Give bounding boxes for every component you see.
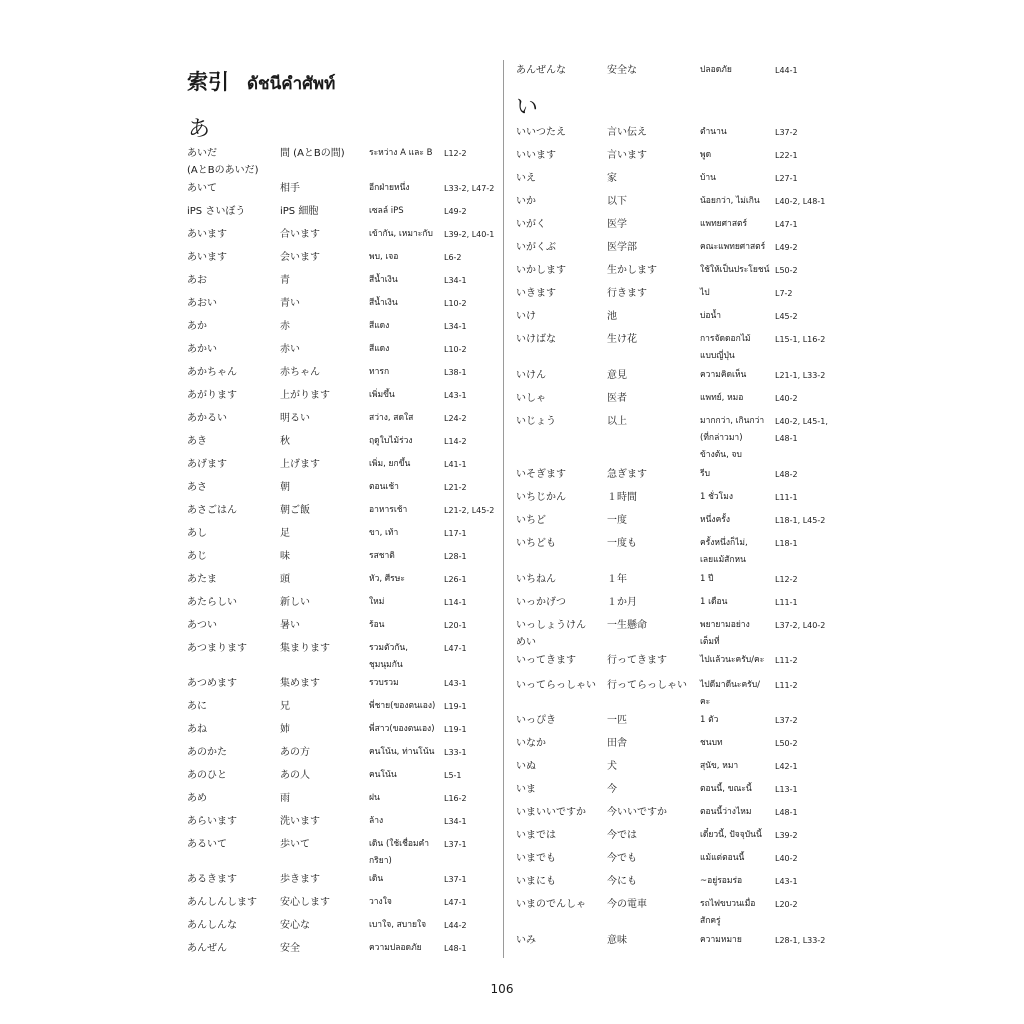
entry-thai: พยายามอย่าง xyxy=(700,620,750,630)
entry-thai: ร้อน xyxy=(369,620,385,630)
entry-thai-cont: ชุมนุมกัน xyxy=(369,660,403,670)
entry-kanji: 言い伝え xyxy=(607,127,647,138)
entry-lesson: L5-1 xyxy=(444,771,462,780)
entry-lesson: L28-1, L33-2 xyxy=(775,936,826,945)
entry-kana: あかるい xyxy=(187,413,227,424)
entry-thai: ระหว่าง A และ B xyxy=(369,148,433,158)
entry-kana: あるきます xyxy=(187,874,237,885)
entry-lesson: L19-1 xyxy=(444,702,467,711)
entry-kana: あお xyxy=(187,275,207,286)
entry-kana: いまにも xyxy=(516,876,556,887)
entry-kana: あるいて xyxy=(187,839,227,850)
entry-lesson: L44-2 xyxy=(444,921,467,930)
entry-thai: สุนัข, หมา xyxy=(700,761,739,771)
entry-lesson: L24-2 xyxy=(444,414,467,423)
entry-lesson: L14-1 xyxy=(444,598,467,607)
entry-kanji: 行ってらっしゃい xyxy=(607,680,687,691)
entry-kana: いじょう xyxy=(516,416,556,427)
entry-kanji: 青い xyxy=(280,298,300,309)
entry-thai: หัว, ศีรษะ xyxy=(369,574,405,584)
entry-kana: あめ xyxy=(187,793,207,804)
entry-kanji: 言います xyxy=(607,150,647,161)
entry-kanji: 歩いて xyxy=(280,839,310,850)
entry-kana: あつめます xyxy=(187,678,237,689)
entry-kanji: 上がります xyxy=(280,390,330,401)
entry-kana: いっしょうけん xyxy=(516,620,586,631)
entry-lesson: L43-1 xyxy=(775,877,798,886)
entry-lesson: L47-1 xyxy=(444,898,467,907)
entry-lesson: L21-2 xyxy=(444,483,467,492)
entry-thai: ใช้ให้เป็นประโยชน์ xyxy=(700,265,770,275)
entry-kana: いがくぶ xyxy=(516,242,556,253)
title-japanese: 索引 xyxy=(187,70,229,94)
column-divider xyxy=(503,60,504,958)
entry-thai: รสชาติ xyxy=(369,551,395,561)
entry-thai: พบ, เจอ xyxy=(369,252,399,262)
entry-kana: あいて xyxy=(187,183,217,194)
entry-thai: แพทย์, หมอ xyxy=(700,393,744,403)
entry-kanji: 秋 xyxy=(280,436,290,447)
entry-thai: เซลล์ iPS xyxy=(369,206,404,216)
entry-lesson: L40-2 xyxy=(775,854,798,863)
entry-kana: いいます xyxy=(516,150,556,161)
entry-thai-cont: เลยแม้สักหน xyxy=(700,555,746,565)
entry-thai: เดิน xyxy=(369,874,384,884)
entry-kanji: 一度も xyxy=(607,538,637,549)
entry-kana: あかちゃん xyxy=(187,367,237,378)
page-number: 106 xyxy=(490,982,514,996)
entry-kana: いま xyxy=(516,784,536,795)
entry-thai-cont: แบบญี่ปุ่น xyxy=(700,351,735,361)
entry-lesson: L47-1 xyxy=(775,220,798,229)
entry-thai: 1 ชั่วโมง xyxy=(700,492,733,502)
entry-kana: あたらしい xyxy=(187,597,237,608)
entry-thai: แพทยศาสตร์ xyxy=(700,219,748,229)
entry-thai: 1 ปี xyxy=(700,574,714,584)
entry-kana: いかします xyxy=(516,265,566,276)
entry-thai: สว่าง, สดใส xyxy=(369,413,414,423)
entry-kanji: 一生懸命 xyxy=(607,620,647,631)
entry-lesson: L39-2, L40-1 xyxy=(444,230,495,239)
entry-kana: あのかた xyxy=(187,747,227,758)
entry-kana: あき xyxy=(187,436,207,447)
entry-lesson: L11-1 xyxy=(775,493,798,502)
entry-thai-cont: คะ xyxy=(700,697,711,707)
entry-thai: ความคิดเห็น xyxy=(700,370,747,380)
entry-kanji: 一匹 xyxy=(607,715,627,726)
entry-kana: いしゃ xyxy=(516,393,546,404)
entry-kanji: 暑い xyxy=(280,620,300,631)
entry-kanji: 今の電車 xyxy=(607,899,647,910)
entry-thai: คณะแพทยศาสตร์ xyxy=(700,242,766,252)
entry-thai: คนโน้น, ท่านโน้น xyxy=(369,747,435,757)
entry-lesson: L34-1 xyxy=(444,276,467,285)
entry-kanji: 医者 xyxy=(607,393,627,404)
entry-kanji: 以上 xyxy=(607,416,627,427)
entry-thai: เบาใจ, สบายใจ xyxy=(369,920,427,930)
entry-kana: いけばな xyxy=(516,334,556,345)
entry-thai: 1 เดือน xyxy=(700,597,728,607)
entry-kanji: 青 xyxy=(280,275,290,286)
entry-thai: อาหารเช้า xyxy=(369,505,408,515)
entry-kanji: 安心します xyxy=(280,897,330,908)
entry-thai: สีน้ำเงิน xyxy=(369,298,398,308)
entry-thai: รีบ xyxy=(700,469,710,479)
entry-thai: เข้ากัน, เหมาะกับ xyxy=(369,229,433,239)
entry-kanji: 今でも xyxy=(607,853,637,864)
entry-kanji: 今いいですか xyxy=(607,807,667,818)
entry-thai: ฤดูใบไม้ร่วง xyxy=(369,436,413,446)
entry-lesson: L41-1 xyxy=(444,460,467,469)
entry-kana: いえ xyxy=(516,173,536,184)
entry-lesson-cont: L48-1 xyxy=(775,434,798,443)
entry-kanji: 今 xyxy=(607,784,617,795)
entry-kanji: 意味 xyxy=(607,935,627,946)
entry-thai: ตอนเช้า xyxy=(369,482,399,492)
entry-thai: ความปลอดภัย xyxy=(369,943,422,953)
entry-kana: いってらっしゃい xyxy=(516,680,596,691)
entry-thai: พี่สาว(ของตนเอง) xyxy=(369,724,435,734)
entry-lesson: L27-1 xyxy=(775,174,798,183)
entry-kanji: １時間 xyxy=(607,492,637,503)
entry-kana: あかい xyxy=(187,344,217,355)
entry-thai: แม้แต่ตอนนี้ xyxy=(700,853,745,863)
entry-kanji: あの人 xyxy=(280,770,310,781)
entry-lesson: L37-2 xyxy=(775,716,798,725)
entry-kanji: 歩きます xyxy=(280,874,320,885)
entry-thai: ความหมาย xyxy=(700,935,742,945)
entry-kanji: 安全な xyxy=(607,65,637,76)
entry-kanji: 田舎 xyxy=(607,738,627,749)
entry-lesson: L43-1 xyxy=(444,679,467,688)
entry-lesson: L11-1 xyxy=(775,598,798,607)
entry-thai: ใหม่ xyxy=(369,597,385,607)
entry-thai-cont: เต็มที่ xyxy=(700,637,720,647)
entry-kana: いそぎます xyxy=(516,469,566,480)
entry-thai: ฝน xyxy=(369,793,380,803)
entry-thai: ตำนาน xyxy=(700,127,727,137)
entry-lesson: L43-1 xyxy=(444,391,467,400)
entry-kanji: 新しい xyxy=(280,597,310,608)
entry-lesson: L21-1, L33-2 xyxy=(775,371,826,380)
entry-thai-cont: ข้างต้น, จบ xyxy=(700,450,742,460)
entry-thai: ~อยู่รอมร่อ xyxy=(700,876,743,886)
entry-lesson: L33-2, L47-2 xyxy=(444,184,495,193)
entry-lesson: L11-2 xyxy=(775,656,798,665)
entry-thai: ล้าง xyxy=(369,816,384,826)
entry-thai: คนโน้น xyxy=(369,770,397,780)
entry-thai: ไปแล้วนะครับ/คะ xyxy=(700,655,765,665)
entry-thai: ปลอดภัย xyxy=(700,65,732,75)
entry-kana: いみ xyxy=(516,935,536,946)
entry-kana: iPS さいぼう xyxy=(187,206,246,217)
entry-thai-cont: (ที่กล่าวมา) xyxy=(700,433,743,443)
entry-lesson: L48-2 xyxy=(775,470,798,479)
entry-lesson: L42-1 xyxy=(775,762,798,771)
entry-kanji: 集めます xyxy=(280,678,320,689)
entry-thai: พี่ชาย(ของตนเอง) xyxy=(369,701,436,711)
entry-lesson: L28-1 xyxy=(444,552,467,561)
entry-thai: ชนบท xyxy=(700,738,723,748)
entry-kanji: 家 xyxy=(607,173,617,184)
entry-lesson: L20-1 xyxy=(444,621,467,630)
entry-lesson: L16-2 xyxy=(444,794,467,803)
entry-lesson: L37-1 xyxy=(444,840,467,849)
entry-kanji: 明るい xyxy=(280,413,310,424)
entry-thai: หนึ่งครั้ง xyxy=(700,515,730,525)
entry-thai: รวบรวม xyxy=(369,678,399,688)
title-thai: ดัชนีคำศัพท์ xyxy=(247,74,336,94)
entry-kana: いまでは xyxy=(516,830,556,841)
entry-thai: มากกว่า, เกินกว่า xyxy=(700,416,765,426)
entry-kanji: 上げます xyxy=(280,459,320,470)
entry-kana: いぬ xyxy=(516,761,536,772)
entry-kanji: 朝 xyxy=(280,482,290,493)
entry-kanji: 医学部 xyxy=(607,242,637,253)
entry-kanji: 行ってきます xyxy=(607,655,667,666)
entry-lesson: L18-1 xyxy=(775,539,798,548)
entry-lesson: L47-1 xyxy=(444,644,467,653)
entry-lesson: L34-1 xyxy=(444,322,467,331)
entry-kana: いちねん xyxy=(516,574,556,585)
entry-kana: あか xyxy=(187,321,207,332)
entry-kana: いいつたえ xyxy=(516,127,566,138)
entry-thai: เดี๋ยวนี้, ปัจจุบันนี้ xyxy=(700,830,762,840)
entry-kanji: 今では xyxy=(607,830,637,841)
entry-thai: สีแดง xyxy=(369,344,390,354)
entry-thai: 1 ตัว xyxy=(700,715,719,725)
entry-lesson: L33-1 xyxy=(444,748,467,757)
entry-kana: いっかげつ xyxy=(516,597,566,608)
entry-kana: いってきます xyxy=(516,655,576,666)
entry-kana: あじ xyxy=(187,551,207,562)
entry-lesson: L20-2 xyxy=(775,900,798,909)
entry-thai: เพิ่มขึ้น xyxy=(369,390,395,400)
entry-kana: いまのでんしゃ xyxy=(516,899,586,910)
entry-lesson: L13-1 xyxy=(775,785,798,794)
entry-kana: いちじかん xyxy=(516,492,566,503)
entry-lesson: L17-1 xyxy=(444,529,467,538)
entry-kana: いがく xyxy=(516,219,546,230)
entry-lesson: L22-1 xyxy=(775,151,798,160)
entry-kana: いきます xyxy=(516,288,556,299)
entry-kana: あらいます xyxy=(187,816,237,827)
entry-kana: あつい xyxy=(187,620,217,631)
entry-lesson: L50-2 xyxy=(775,266,798,275)
entry-thai: ครั้งหนึ่งก็ไม่, xyxy=(700,538,748,548)
entry-kana: いけん xyxy=(516,370,546,381)
entry-kana: あおい xyxy=(187,298,217,309)
entry-lesson: L10-2 xyxy=(444,299,467,308)
entry-kanji: 合います xyxy=(280,229,320,240)
entry-kana-cont: めい xyxy=(516,637,536,648)
entry-kana: あげます xyxy=(187,459,227,470)
entry-thai: อีกฝ่ายหนึ่ง xyxy=(369,183,410,193)
entry-kanji: 足 xyxy=(280,528,290,539)
entry-thai: ไป xyxy=(700,288,710,298)
entry-lesson: L11-2 xyxy=(775,681,798,690)
entry-kana: いちど xyxy=(516,515,546,526)
entry-kanji: 生かします xyxy=(607,265,657,276)
entry-kanji: あの方 xyxy=(280,747,310,758)
entry-kanji: 安全 xyxy=(280,943,300,954)
entry-lesson: L39-2 xyxy=(775,831,798,840)
entry-lesson: L40-2 xyxy=(775,394,798,403)
entry-kana: あさ xyxy=(187,482,207,493)
entry-kana: あね xyxy=(187,724,207,735)
entry-lesson: L6-2 xyxy=(444,253,462,262)
entry-kana: あたま xyxy=(187,574,217,585)
entry-kanji: 赤 xyxy=(280,321,290,332)
entry-kana: あに xyxy=(187,701,207,712)
entry-thai: สีน้ำเงิน xyxy=(369,275,398,285)
entry-kanji: 相手 xyxy=(280,183,300,194)
entry-kana: いなか xyxy=(516,738,546,749)
entry-kanji: 赤ちゃん xyxy=(280,367,320,378)
entry-kanji: 医学 xyxy=(607,219,627,230)
entry-thai: ขา, เท้า xyxy=(369,528,399,538)
entry-kanji: １年 xyxy=(607,574,627,585)
entry-kanji: iPS 細胞 xyxy=(280,206,319,217)
entry-lesson: L48-1 xyxy=(444,944,467,953)
entry-thai: ตอนนี้ว่างไหม xyxy=(700,807,752,817)
entry-kana: あのひと xyxy=(187,770,227,781)
entry-kanji: 会います xyxy=(280,252,320,263)
entry-kana: いまでも xyxy=(516,853,556,864)
entry-lesson: L12-2 xyxy=(444,149,467,158)
entry-thai-cont: สักครู่ xyxy=(700,916,721,926)
entry-lesson: L12-2 xyxy=(775,575,798,584)
entry-kana: あいます xyxy=(187,252,227,263)
entry-kana: いまいいですか xyxy=(516,807,586,818)
entry-kanji: 姉 xyxy=(280,724,290,735)
entry-kana: あんぜん xyxy=(187,943,227,954)
entry-lesson: L48-1 xyxy=(775,808,798,817)
entry-kana: あんぜんな xyxy=(516,65,566,76)
entry-thai: พูด xyxy=(700,150,712,160)
entry-kanji: 間 (AとBの間) xyxy=(280,148,345,159)
entry-thai-cont: กริยา) xyxy=(369,856,392,866)
page-title xyxy=(187,66,335,97)
entry-thai: บ่อน้ำ xyxy=(700,311,722,321)
entry-thai: วางใจ xyxy=(369,897,392,907)
entry-thai: เพิ่ม, ยกขึ้น xyxy=(369,459,411,469)
entry-kanji: 頭 xyxy=(280,574,290,585)
entry-thai: การจัดดอกไม้ xyxy=(700,334,751,344)
entry-lesson: L19-1 xyxy=(444,725,467,734)
entry-thai: สีแดง xyxy=(369,321,390,331)
entry-thai: น้อยกว่า, ไม่เกิน xyxy=(700,196,760,206)
entry-lesson: L7-2 xyxy=(775,289,793,298)
entry-kana-cont: (AとBのあいだ) xyxy=(187,165,259,176)
entry-lesson: L21-2, L45-2 xyxy=(444,506,495,515)
entry-lesson: L44-1 xyxy=(775,66,798,75)
entry-lesson: L40-2, L45-1, xyxy=(775,417,828,426)
entry-lesson: L38-1 xyxy=(444,368,467,377)
entry-lesson: L40-2, L48-1 xyxy=(775,197,826,206)
entry-kana: あし xyxy=(187,528,207,539)
entry-kanji: 犬 xyxy=(607,761,617,772)
entry-kanji: 生け花 xyxy=(607,334,637,345)
entry-lesson: L10-2 xyxy=(444,345,467,354)
section-heading-a: あ xyxy=(188,117,211,142)
entry-kana: あさごはん xyxy=(187,505,237,516)
entry-lesson: L34-1 xyxy=(444,817,467,826)
entry-lesson: L49-2 xyxy=(775,243,798,252)
entry-lesson: L50-2 xyxy=(775,739,798,748)
entry-kanji: 洗います xyxy=(280,816,320,827)
entry-lesson: L49-2 xyxy=(444,207,467,216)
entry-kanji: 池 xyxy=(607,311,617,322)
entry-lesson: L26-1 xyxy=(444,575,467,584)
entry-kanji: 意見 xyxy=(607,370,627,381)
entry-kana: あいます xyxy=(187,229,227,240)
entry-kanji: 一度 xyxy=(607,515,627,526)
entry-lesson: L15-1, L16-2 xyxy=(775,335,826,344)
entry-kana: あがります xyxy=(187,390,237,401)
entry-thai: ทารก xyxy=(369,367,390,377)
entry-lesson: L45-2 xyxy=(775,312,798,321)
entry-thai: บ้าน xyxy=(700,173,716,183)
entry-kana: あんしんな xyxy=(187,920,237,931)
entry-kana: いけ xyxy=(516,311,536,322)
entry-kana: あいだ xyxy=(187,148,217,159)
entry-kanji: 安心な xyxy=(280,920,310,931)
entry-thai: รวมตัวกัน, xyxy=(369,643,408,653)
entry-kana: いっぴき xyxy=(516,715,556,726)
entry-thai: รถไฟขบวนเมื่อ xyxy=(700,899,756,909)
entry-kanji: 行きます xyxy=(607,288,647,299)
entry-kanji: 雨 xyxy=(280,793,290,804)
entry-kanji: 急ぎます xyxy=(607,469,647,480)
entry-lesson: L37-2, L40-2 xyxy=(775,621,826,630)
entry-lesson: L37-2 xyxy=(775,128,798,137)
entry-thai: เดิน (ใช้เชื่อมคำ xyxy=(369,839,430,849)
entry-lesson: L18-1, L45-2 xyxy=(775,516,826,525)
entry-lesson: L37-1 xyxy=(444,875,467,884)
entry-lesson: L14-2 xyxy=(444,437,467,446)
entry-kana: いちども xyxy=(516,538,556,549)
entry-kanji: 味 xyxy=(280,551,290,562)
entry-kana: あつまります xyxy=(187,643,247,654)
entry-thai: ตอนนี้, ขณะนี้ xyxy=(700,784,752,794)
entry-kanji: 赤い xyxy=(280,344,300,355)
entry-thai: ไปดีมาดีนะครับ/ xyxy=(700,680,760,690)
entry-kanji: 兄 xyxy=(280,701,290,712)
entry-kana: あんしんします xyxy=(187,897,257,908)
entry-kanji: 朝ご飯 xyxy=(280,505,310,516)
entry-kanji: 集まります xyxy=(280,643,330,654)
entry-kanji: 以下 xyxy=(607,196,627,207)
entry-kanji: １か月 xyxy=(607,597,637,608)
entry-kanji: 今にも xyxy=(607,876,637,887)
section-heading-i: い xyxy=(516,95,539,120)
entry-kana: いか xyxy=(516,196,536,207)
